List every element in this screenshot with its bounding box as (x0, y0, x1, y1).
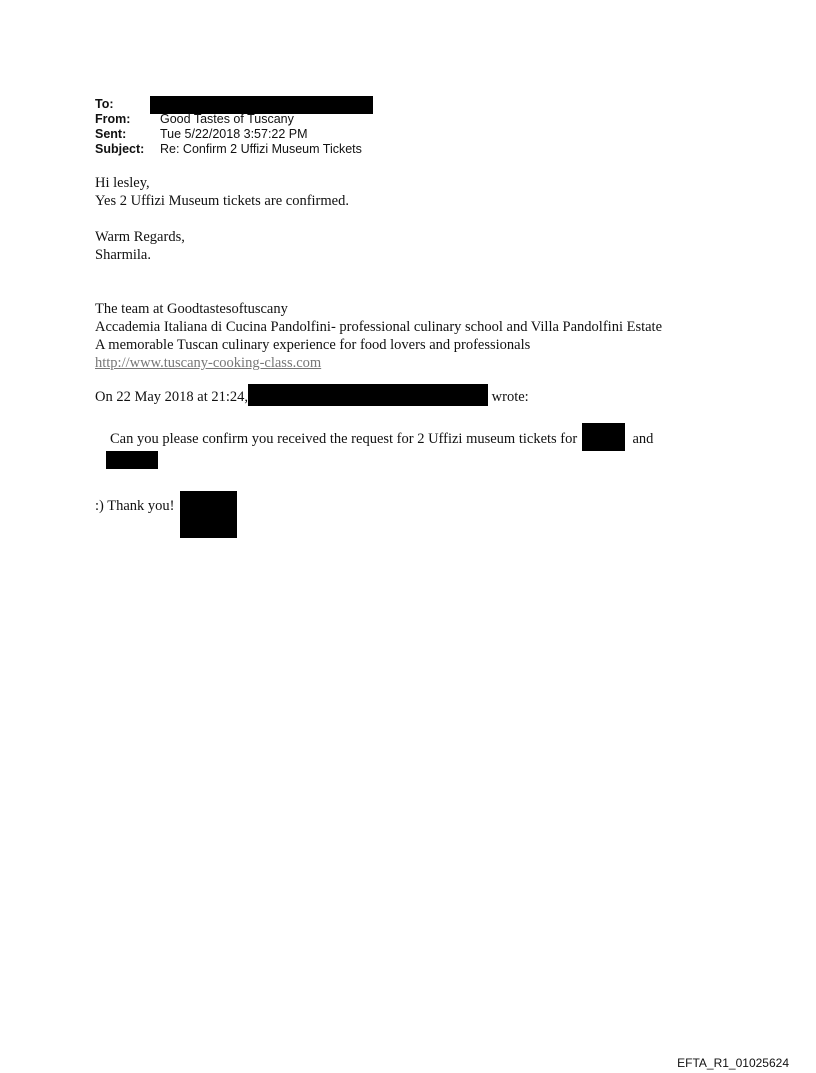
redacted-sender (248, 384, 488, 406)
signature-team: The team at Goodtastesoftuscany (95, 301, 288, 317)
website-link[interactable]: http://www.tuscany-cooking-class.com (95, 355, 322, 371)
request-and: and (632, 431, 654, 447)
quoted-request (95, 423, 795, 451)
to-row (95, 97, 373, 112)
from-label: From: (95, 112, 131, 126)
subject-value: Re: Confirm 2 Uffizi Museum Tickets (160, 142, 362, 156)
redacted-name-1 (582, 423, 625, 451)
email-body (95, 174, 795, 538)
redacted-recipient (150, 96, 373, 114)
sent-label: Sent: (95, 127, 127, 141)
document-id: EFTA_R1_01025624 (677, 1056, 789, 1070)
subject-row (95, 142, 373, 157)
thanks-line (95, 491, 795, 538)
quote-intro (95, 384, 795, 406)
sender-name: Sharmila. (95, 247, 151, 263)
from-value: Good Tastes of Tuscany (160, 112, 294, 126)
signature-school: Accademia Italiana di Cucina Pandolfini- professional culinary school and Villa Pandolfini Estate (95, 319, 663, 335)
quote-intro-prefix: On 22 May 2018 at 21:24, (95, 389, 249, 405)
closing: Warm Regards, (95, 229, 185, 245)
quote-intro-suffix: wrote: (491, 389, 529, 405)
sent-row (95, 127, 373, 142)
request-text: Can you please confirm you received the request for 2 Uffizi museum tickets for (110, 431, 578, 447)
email-header (95, 97, 373, 157)
signature-tagline: A memorable Tuscan culinary experience for food lovers and professionals (95, 337, 531, 353)
confirmation-line: Yes 2 Uffizi Museum tickets are confirmed. (95, 193, 349, 209)
to-label: To: (95, 97, 114, 111)
redacted-name-2 (106, 451, 158, 469)
subject-label: Subject: (95, 142, 145, 156)
redacted-signature (180, 491, 237, 538)
thanks-text: :) Thank you! (95, 498, 175, 514)
signature-url-line (95, 354, 795, 372)
sent-value: Tue 5/22/2018 3:57:22 PM (160, 127, 308, 141)
greeting: Hi lesley, (95, 175, 150, 191)
quoted-request-cont (95, 451, 795, 469)
from-row (95, 112, 373, 127)
